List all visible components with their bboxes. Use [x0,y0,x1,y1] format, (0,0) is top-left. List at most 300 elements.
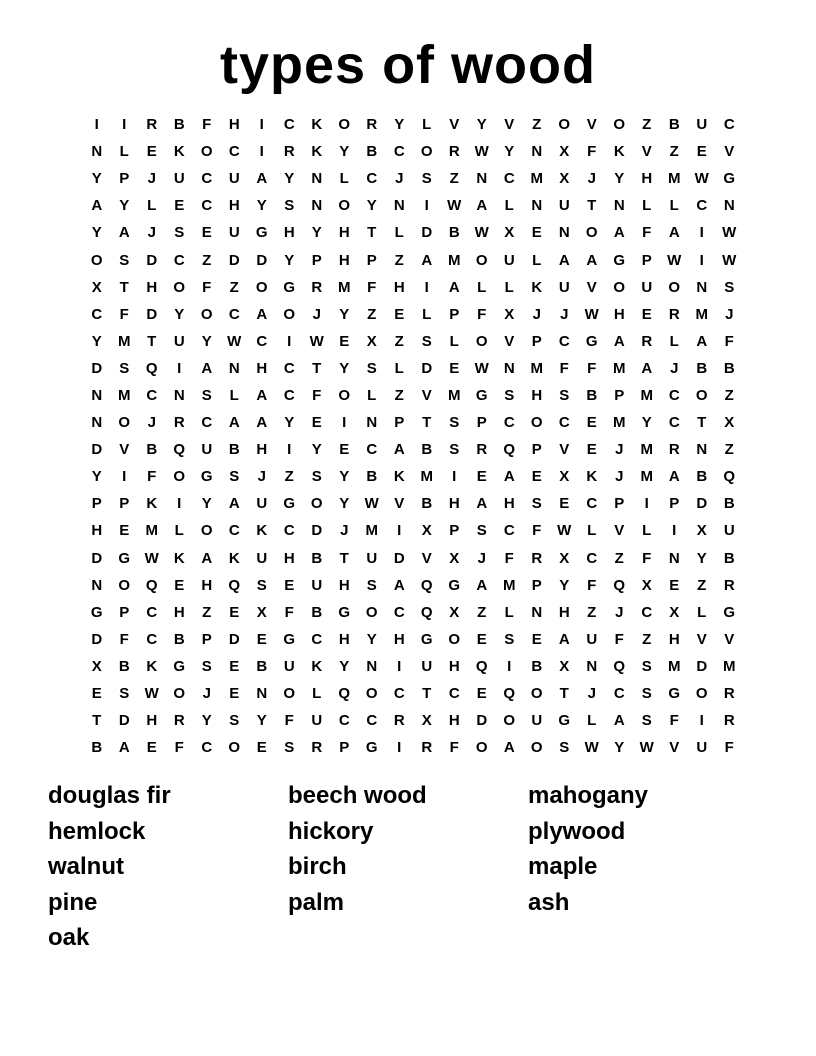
grid-letter: S [119,251,130,269]
grid-letter: A [393,441,405,459]
grid-letter: Y [174,305,185,323]
grid-letter: C [613,685,625,703]
grid-letter: K [173,143,185,161]
grid-letter: C [146,603,158,621]
word-list-item: hemlock [48,817,146,845]
grid-letter: Y [256,712,267,730]
grid-letter: U [558,197,570,215]
grid-letter: K [531,278,543,296]
grid-letter: Q [613,576,626,594]
grid-letter: A [256,386,268,404]
grid-letter: D [256,251,268,269]
grid-row [83,165,743,192]
grid-letter: C [91,305,103,323]
grid-letter: G [558,712,571,730]
grid-letter: V [586,116,597,134]
grid-letter: L [697,603,707,621]
grid-letter: Y [339,143,350,161]
grid-letter: R [668,305,680,323]
grid-letter: X [256,603,267,621]
grid-letter: J [202,685,211,703]
grid-letter: J [147,414,156,432]
grid-letter: Q [613,657,626,675]
grid-letter: L [312,685,322,703]
grid-letter: T [367,224,377,242]
grid-letter: R [311,278,323,296]
grid-letter: Y [339,305,350,323]
grid-letter: S [284,197,295,215]
grid-letter: R [448,143,460,161]
grid-letter: C [283,359,295,377]
grid-letter: Z [642,630,652,648]
grid-row [83,328,743,355]
grid-letter: R [421,739,433,757]
grid-letter: L [504,603,514,621]
grid-letter: N [91,414,103,432]
grid-letter: H [503,495,515,513]
grid-letter: N [311,170,323,188]
grid-letter: B [448,224,460,242]
grid-letter: F [614,630,624,648]
word-list-item: oak [48,924,90,951]
grid-letter: S [421,332,432,350]
grid-letter: L [642,522,652,540]
word-list-item: douglas fir [48,782,171,809]
grid-letter: M [613,359,626,377]
grid-letter: A [201,359,213,377]
grid-letter: B [173,116,185,134]
grid-letter: X [559,468,570,486]
grid-letter: V [559,441,570,459]
grid-letter: B [421,441,433,459]
grid-letter: U [531,712,543,730]
grid-letter: B [311,603,323,621]
grid-letter: A [613,224,625,242]
grid-letter: X [421,522,432,540]
grid-letter: N [613,197,625,215]
grid-letter: W [584,305,599,323]
grid-letter: Y [614,739,625,757]
grid-letter: Y [339,468,350,486]
grid-letter: L [669,332,679,350]
grid-letter: A [118,739,130,757]
grid-letter: L [642,197,652,215]
grid-letter: A [421,251,433,269]
grid-letter: A [476,495,488,513]
grid-letter: F [284,712,294,730]
grid-letter: B [256,657,268,675]
grid-letter: Y [91,332,102,350]
grid-letter: P [201,630,212,648]
grid-letter: C [668,414,680,432]
grid-letter: A [668,224,680,242]
grid-letter: B [146,441,158,459]
grid-letter: N [503,359,515,377]
grid-letter: W [557,522,572,540]
grid-letter: R [393,712,405,730]
grid-letter: G [723,170,736,188]
grid-letter: R [173,712,185,730]
grid-letter: Y [311,224,322,242]
grid-letter: S [449,441,460,459]
grid-letter: C [173,251,185,269]
grid-letter: Z [587,603,597,621]
grid-letter: W [639,739,654,757]
grid-letter: N [696,278,708,296]
grid-letter: W [694,170,709,188]
grid-letter: P [669,495,680,513]
grid-letter: F [532,522,542,540]
grid-letter: Y [559,576,570,594]
grid-letter: H [91,522,103,540]
grid-letter: V [586,278,597,296]
grid-letter: S [641,712,652,730]
grid-row [83,355,743,382]
grid-letter: M [668,657,681,675]
grid-letter: Q [420,603,433,621]
grid-letter: M [640,441,653,459]
grid-letter: X [91,657,102,675]
grid-letter: E [696,143,707,161]
grid-letter: Y [284,414,295,432]
grid-letter: O [173,468,186,486]
grid-letter: E [476,630,487,648]
grid-letter: L [147,197,157,215]
grid-letter: J [532,305,541,323]
grid-letter: A [586,251,598,269]
grid-letter: F [587,576,597,594]
grid-letter: U [586,630,598,648]
grid-letter: Q [145,359,158,377]
grid-letter: Y [366,630,377,648]
grid-letter: E [91,685,102,703]
grid-row [83,382,743,409]
grid-letter: H [338,224,350,242]
grid-letter: C [283,386,295,404]
grid-letter: A [91,197,103,215]
grid-letter: N [366,414,378,432]
grid-letter: E [641,305,652,323]
grid-letter: D [421,224,433,242]
grid-letter: V [696,630,707,648]
grid-letter: F [174,739,184,757]
grid-letter: C [503,522,515,540]
grid-letter: I [507,657,512,675]
grid-letter: D [91,441,103,459]
grid-letter: Y [284,170,295,188]
grid-letter: X [559,170,570,188]
grid-letter: B [366,468,378,486]
grid-letter: E [339,332,350,350]
grid-letter: Z [202,251,212,269]
grid-letter: G [420,630,433,648]
grid-letter: H [558,603,570,621]
grid-letter: E [669,576,680,594]
grid-letter: Z [477,603,487,621]
grid-letter: Y [256,197,267,215]
grid-letter: E [146,143,157,161]
grid-letter: N [668,549,680,567]
grid-row [83,707,743,734]
grid-letter: Q [228,576,241,594]
grid-letter: C [393,685,405,703]
grid-letter: Y [284,251,295,269]
grid-letter: I [644,495,649,513]
grid-letter: J [477,549,486,567]
grid-letter: Y [201,332,212,350]
grid-letter: Z [724,441,734,459]
grid-letter: F [202,278,212,296]
grid-letter: R [531,549,543,567]
grid-letter: I [699,251,704,269]
grid-letter: B [421,495,433,513]
grid-letter: S [201,386,212,404]
grid-letter: F [119,630,129,648]
grid-letter: Z [697,576,707,594]
grid-letter: Y [696,549,707,567]
grid-letter: G [338,603,351,621]
grid-letter: O [585,224,598,242]
grid-letter: X [504,305,515,323]
grid-letter: Y [339,495,350,513]
grid-letter: J [587,685,596,703]
grid-letter: O [283,305,296,323]
grid-letter: L [174,522,184,540]
grid-letter: X [696,522,707,540]
grid-letter: V [614,522,625,540]
grid-letter: Y [394,116,405,134]
grid-letter: H [668,630,680,648]
grid-letter: N [228,359,240,377]
grid-letter: E [229,657,240,675]
grid-letter: U [311,712,323,730]
grid-letter: E [586,414,597,432]
grid-row [83,111,743,138]
grid-letter: H [338,251,350,269]
grid-letter: I [699,224,704,242]
grid-letter: V [449,116,460,134]
grid-letter: P [366,251,377,269]
grid-letter: F [559,359,569,377]
grid-letter: E [174,197,185,215]
grid-letter: L [504,278,514,296]
grid-letter: W [474,359,489,377]
word-list-item: maple [528,853,598,880]
grid-letter: P [614,386,625,404]
grid-letter: C [256,332,268,350]
grid-letter: M [530,170,543,188]
grid-letter: R [366,116,378,134]
grid-letter: A [641,359,653,377]
grid-letter: Z [532,116,542,134]
grid-letter: O [118,576,131,594]
grid-letter: C [146,630,158,648]
grid-letter: K [586,468,598,486]
grid-letter: N [586,657,598,675]
grid-letter: I [122,468,127,486]
grid-letter: H [448,712,460,730]
grid-letter: S [256,576,267,594]
grid-letter: E [531,468,542,486]
grid-letter: Z [669,143,679,161]
grid-letter: B [586,386,598,404]
grid-letter: F [642,549,652,567]
grid-letter: M [695,305,708,323]
grid-letter: O [200,522,213,540]
grid-letter: G [283,630,296,648]
grid-letter: C [201,739,213,757]
grid-letter: G [283,278,296,296]
grid-letter: E [476,468,487,486]
grid-letter: C [503,170,515,188]
grid-letter: Q [723,468,736,486]
grid-letter: I [287,332,292,350]
grid-letter: V [421,386,432,404]
grid-letter: O [503,712,516,730]
grid-letter: F [587,359,597,377]
grid-letter: X [559,549,570,567]
grid-letter: S [311,468,322,486]
word-list [48,778,768,956]
grid-letter: M [145,522,158,540]
grid-letter: D [696,657,708,675]
grid-letter: Y [119,197,130,215]
grid-letter: F [367,278,377,296]
grid-letter: G [255,224,268,242]
grid-letter: W [584,739,599,757]
grid-letter: R [723,685,735,703]
grid-letter: E [531,224,542,242]
grid-letter: B [668,116,680,134]
grid-letter: Y [476,116,487,134]
grid-letter: D [228,630,240,648]
grid-letter: W [144,685,159,703]
grid-letter: E [339,441,350,459]
grid-letter: S [504,630,515,648]
grid-letter: Z [394,251,404,269]
grid-letter: A [201,549,213,567]
grid-letter: I [397,657,402,675]
grid-letter: E [559,495,570,513]
grid-letter: Q [475,657,488,675]
grid-letter: R [311,739,323,757]
grid-letter: C [393,603,405,621]
grid-letter: Z [642,116,652,134]
grid-letter: M [365,522,378,540]
grid-letter: J [340,522,349,540]
grid-letter: O [365,603,378,621]
grid-letter: P [531,441,542,459]
grid-letter: A [256,305,268,323]
grid-letter: P [91,495,102,513]
grid-letter: O [695,386,708,404]
grid-letter: H [173,603,185,621]
grid-letter: M [503,576,516,594]
grid-letter: O [475,739,488,757]
grid-letter: C [586,549,598,567]
grid-letter: J [147,224,156,242]
grid-letter: C [696,197,708,215]
grid-row [83,517,743,544]
grid-letter: Z [202,603,212,621]
grid-letter: I [424,197,429,215]
grid-letter: B [366,143,378,161]
grid-letter: P [119,495,130,513]
grid-letter: O [173,278,186,296]
grid-letter: N [173,386,185,404]
grid-letter: C [228,522,240,540]
grid-letter: S [201,657,212,675]
word-list-item: birch [288,853,347,880]
grid-letter: H [393,630,405,648]
grid-letter: X [449,603,460,621]
grid-letter: T [92,712,102,730]
grid-letter: V [394,495,405,513]
grid-letter: C [283,522,295,540]
grid-letter: W [667,251,682,269]
grid-letter: O [668,278,681,296]
grid-letter: U [228,224,240,242]
grid-letter: B [696,359,708,377]
grid-letter: Z [394,386,404,404]
grid-letter: A [476,576,488,594]
grid-letter: D [696,495,708,513]
grid-letter: X [504,224,515,242]
grid-letter: K [613,143,625,161]
grid-letter: T [422,414,432,432]
grid-letter: G [475,386,488,404]
grid-letter: X [559,657,570,675]
grid-row [83,463,743,490]
grid-letter: L [477,278,487,296]
grid-letter: Y [311,441,322,459]
grid-letter: P [531,576,542,594]
grid-letter: S [284,739,295,757]
grid-letter: O [255,278,268,296]
grid-letter: N [366,657,378,675]
grid-letter: Q [503,441,516,459]
grid-letter: J [725,305,734,323]
grid-letter: B [723,495,735,513]
grid-letter: O [338,116,351,134]
grid-row [83,680,743,707]
grid-letter: I [452,468,457,486]
grid-letter: E [311,414,322,432]
grid-letter: B [91,739,103,757]
grid-letter: O [200,143,213,161]
grid-letter: J [670,359,679,377]
grid-letter: K [228,549,240,567]
grid-letter: A [503,739,515,757]
grid-letter: Z [284,468,294,486]
grid-letter: U [201,441,213,459]
grid-letter: K [173,549,185,567]
grid-letter: Z [614,549,624,567]
grid-letter: J [395,170,404,188]
grid-letter: Q [420,576,433,594]
grid-letter: D [393,549,405,567]
grid-letter: T [422,685,432,703]
grid-letter: Y [201,712,212,730]
grid-letter: L [504,197,514,215]
grid-letter: U [696,739,708,757]
grid-letter: H [283,224,295,242]
grid-letter: Q [338,685,351,703]
grid-letter: P [476,414,487,432]
grid-letter: T [147,332,157,350]
grid-letter: R [476,441,488,459]
grid-letter: C [201,197,213,215]
